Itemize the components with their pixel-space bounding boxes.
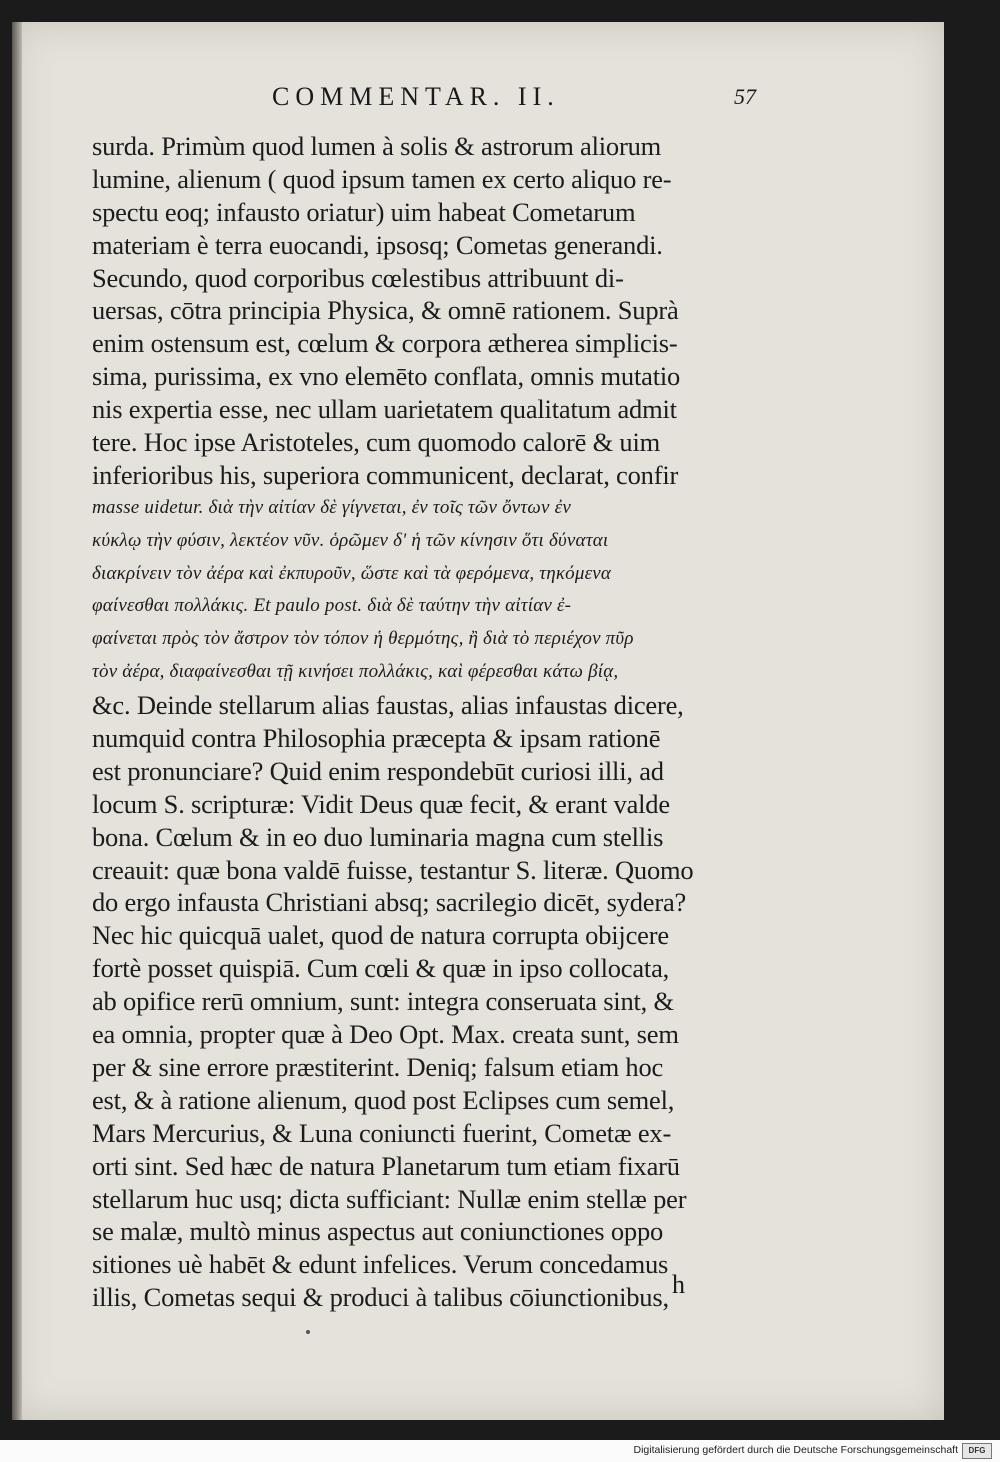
ink-speck [306, 1330, 310, 1334]
text-line: ab opifice rerū omnium, sunt: integra conseruata sint, & [92, 986, 674, 1017]
text-line: Mars Mercurius, & Luna coniuncti fuerint, Cometæ ex- [92, 1117, 672, 1148]
text-line: bona. Cœlum & in eo duo luminaria magna cum stellis [92, 821, 664, 852]
text-line: sima, purissima, ex vno elemēto conflata, omnis mutatio [92, 361, 681, 392]
text-line: materiam è terra euocandi, ipsosq; Cometas generandi. [92, 229, 663, 260]
text-line: sitiones uè habēt & edunt infelices. Verum concedamus [92, 1249, 669, 1280]
text-line: est, & à ratione alienum, quod post Eclipses cum semel, [92, 1084, 675, 1115]
page-spine-edge [12, 22, 22, 1420]
footer-bar [0, 1440, 1000, 1462]
text-line: fortè posset quispiā. Cum cœli & quæ in ipso collocata, [92, 953, 670, 984]
page-number: 57 [734, 84, 756, 109]
text-line: tere. Hoc ipse Aristoteles, cum quomodo calorē & uim [92, 427, 661, 458]
text-line: ea omnia, propter quæ à Deo Opt. Max. creata sunt, sem [92, 1019, 679, 1050]
text-line: creauit: quæ bona valdē fuisse, testantur S. literæ. Quomo [92, 854, 694, 885]
text-line: inferioribus his, superiora communicent, declarat, confir [92, 459, 679, 490]
signature-mark: h [672, 1270, 685, 1299]
funding-credit: Digitalisierung gefördert durch die Deutsche Forschungsgemeinschaft [633, 1444, 958, 1456]
text-line: spectu eoq; infausto oriatur) uim habeat Cometarum [92, 196, 636, 227]
text-line: per & sine errore præstiterint. Deniq; falsum etiam hoc [92, 1051, 664, 1082]
greek-quote-line: φαίνεται πρὸς τὸν ἄστρον τὸν τόπον ἡ θερμότης, ἢ διὰ τὸ περιέχον πῦρ [92, 628, 634, 650]
text-line: numquid contra Philosophia præcepta & ipsam rationē [92, 723, 661, 754]
text-line: nis expertia esse, nec ullam uarietatem qualitatum admit [92, 394, 677, 425]
body-text [92, 130, 782, 1314]
text-line: Nec hic quicquā ualet, quod de natura corrupta obijcere [92, 920, 669, 951]
text-line: stellarum huc usq; dicta sufficiant: Nullæ enim stellæ per [92, 1183, 687, 1214]
text-line: orti sint. Sed hæc de natura Planetarum tum etiam fixarū [92, 1150, 680, 1181]
text-line: illis, Cometas sequi & produci à talibus cōiunctionibus, [92, 1282, 669, 1313]
greek-quote-line: φαίνεσθαι πολλάκις. Et paulo post. διὰ δὲ ταύτην τὴν αἰτίαν ἐ- [92, 595, 572, 617]
greek-quote-line: διακρίνειν τὸν ἀέρα καὶ ἐκπυροῦν, ὥστε καὶ τὰ φερόμενα, τηκόμενα [92, 562, 612, 584]
text-line: &c. Deinde stellarum alias faustas, alias infaustas dicere, [92, 690, 684, 721]
text-line: locum S. scripturæ: Vidit Deus quæ fecit, & erant valde [92, 788, 670, 819]
text-line: enim ostensum est, cœlum & corpora ætherea simplicis- [92, 328, 678, 359]
text-line: lumine, alienum ( quod ipsum tamen ex certo aliquo re- [92, 163, 672, 194]
running-head: COMMENTAR. II. [272, 82, 560, 111]
text-line: surda. Primùm quod lumen à solis & astrorum aliorum [92, 131, 662, 161]
text-line: do ergo infausta Christiani absq; sacrilegio dicēt, sydera? [92, 887, 687, 918]
text-line: Secundo, quod corporibus cœlestibus attribuunt di- [92, 262, 624, 293]
text-line: est pronunciare? Quid enim respondebūt curiosi illi, ad [92, 755, 664, 786]
greek-quote-line: κύκλῳ τὴν φύσιν, λεκτέον νῦν. ὁρῶμεν δ' ἡ τῶν κίνησιν ὅτι δύναται [92, 529, 609, 551]
text-line: se malæ, multò minus aspectus aut coniunctiones oppo [92, 1216, 664, 1247]
page-header [272, 82, 772, 122]
greek-quote-line: τὸν ἀέρα, διαφαίνεσθαι τῇ κινήσει πολλάκις, καὶ φέρεσθαι κάτω βίᾳ, [92, 661, 619, 683]
dfg-logo-icon: DFG [962, 1443, 992, 1459]
greek-quote-line: masse uidetur. διὰ τὴν αἰτίαν δὲ γίγνεται, ἐν τοῖς τῶν ὄντων ἐν [92, 496, 571, 518]
text-line: uersas, cōtra principia Physica, & omnē rationem. Suprà [92, 295, 679, 326]
